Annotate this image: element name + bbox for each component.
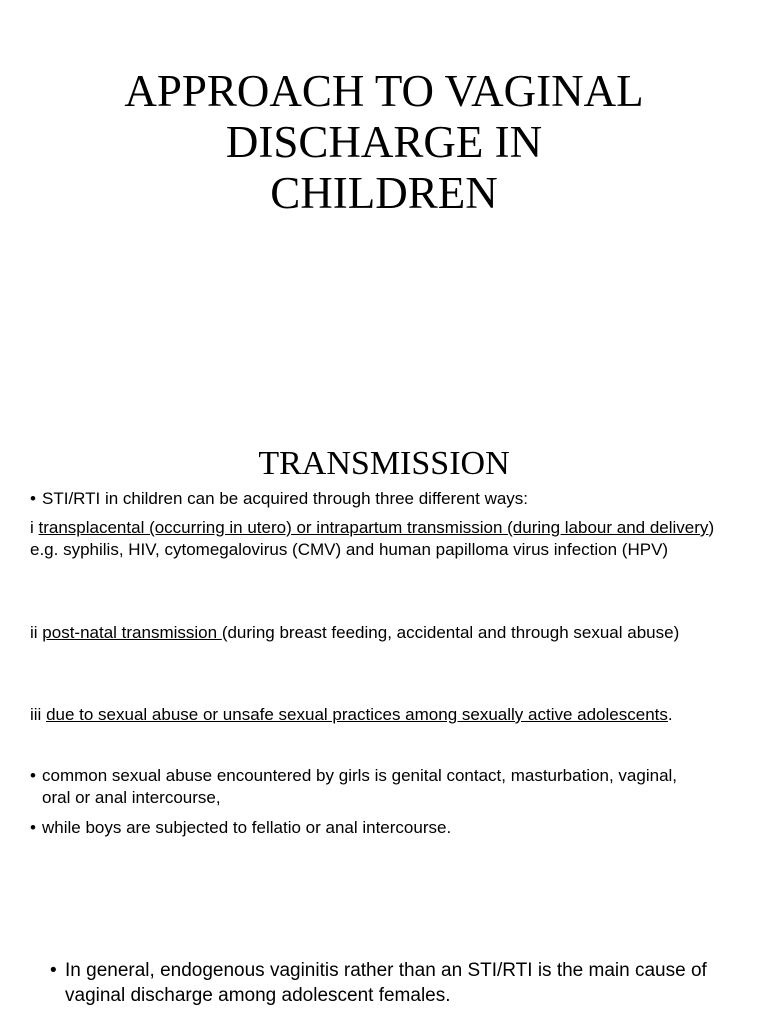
bullet-icon: • bbox=[30, 766, 36, 785]
item-3-prefix: iii bbox=[30, 705, 47, 724]
item-1-underlined: transplacental (occurring in utero) or intrapartum transmission (during labour and delivery bbox=[38, 518, 709, 537]
bullet-icon: • bbox=[30, 818, 36, 837]
girls-bullet bbox=[30, 765, 710, 809]
transmission-item-2 bbox=[30, 622, 710, 644]
page-title bbox=[0, 66, 768, 219]
title-line-3: CHILDREN bbox=[270, 168, 498, 218]
item-3-underlined: due to sexual abuse or unsafe sexual practices among sexually active adolescents bbox=[46, 705, 668, 724]
item-1-rest: ) e.g. syphilis, HIV, cytomegalovirus (CMV) and human papilloma virus infection (HPV) bbox=[30, 518, 715, 559]
item-3-rest: . bbox=[667, 705, 673, 724]
girls-text: common sexual abuse encountered by girls is genital contact, masturbation, vaginal, oral or anal intercourse, bbox=[42, 766, 678, 807]
transmission-item-3 bbox=[30, 704, 750, 726]
intro-text: STI/RTI in children can be acquired through three different ways: bbox=[42, 489, 529, 508]
boys-text: while boys are subjected to fellatio or anal intercourse. bbox=[42, 818, 452, 837]
title-line-1: APPROACH TO VAGINAL bbox=[124, 66, 644, 116]
item-1-prefix: i bbox=[30, 518, 39, 537]
item-2-prefix: ii bbox=[30, 623, 43, 642]
item-2-underlined: post-natal transmission bbox=[42, 623, 222, 642]
bullet-icon: • bbox=[50, 960, 57, 981]
closing-bullet bbox=[50, 958, 710, 1008]
title-line-2: DISCHARGE IN bbox=[225, 117, 543, 167]
boys-bullet bbox=[30, 817, 710, 839]
section-heading: TRANSMISSION bbox=[258, 445, 510, 482]
intro-bullet bbox=[30, 488, 730, 510]
bullet-icon: • bbox=[30, 489, 36, 508]
item-2-rest: (during breast feeding, accidental and through sexual abuse) bbox=[221, 623, 680, 642]
closing-text: In general, endogenous vaginitis rather than an STI/RTI is the main cause of vaginal discharge among adolescent females. bbox=[65, 960, 707, 1006]
transmission-item-1 bbox=[30, 517, 730, 561]
